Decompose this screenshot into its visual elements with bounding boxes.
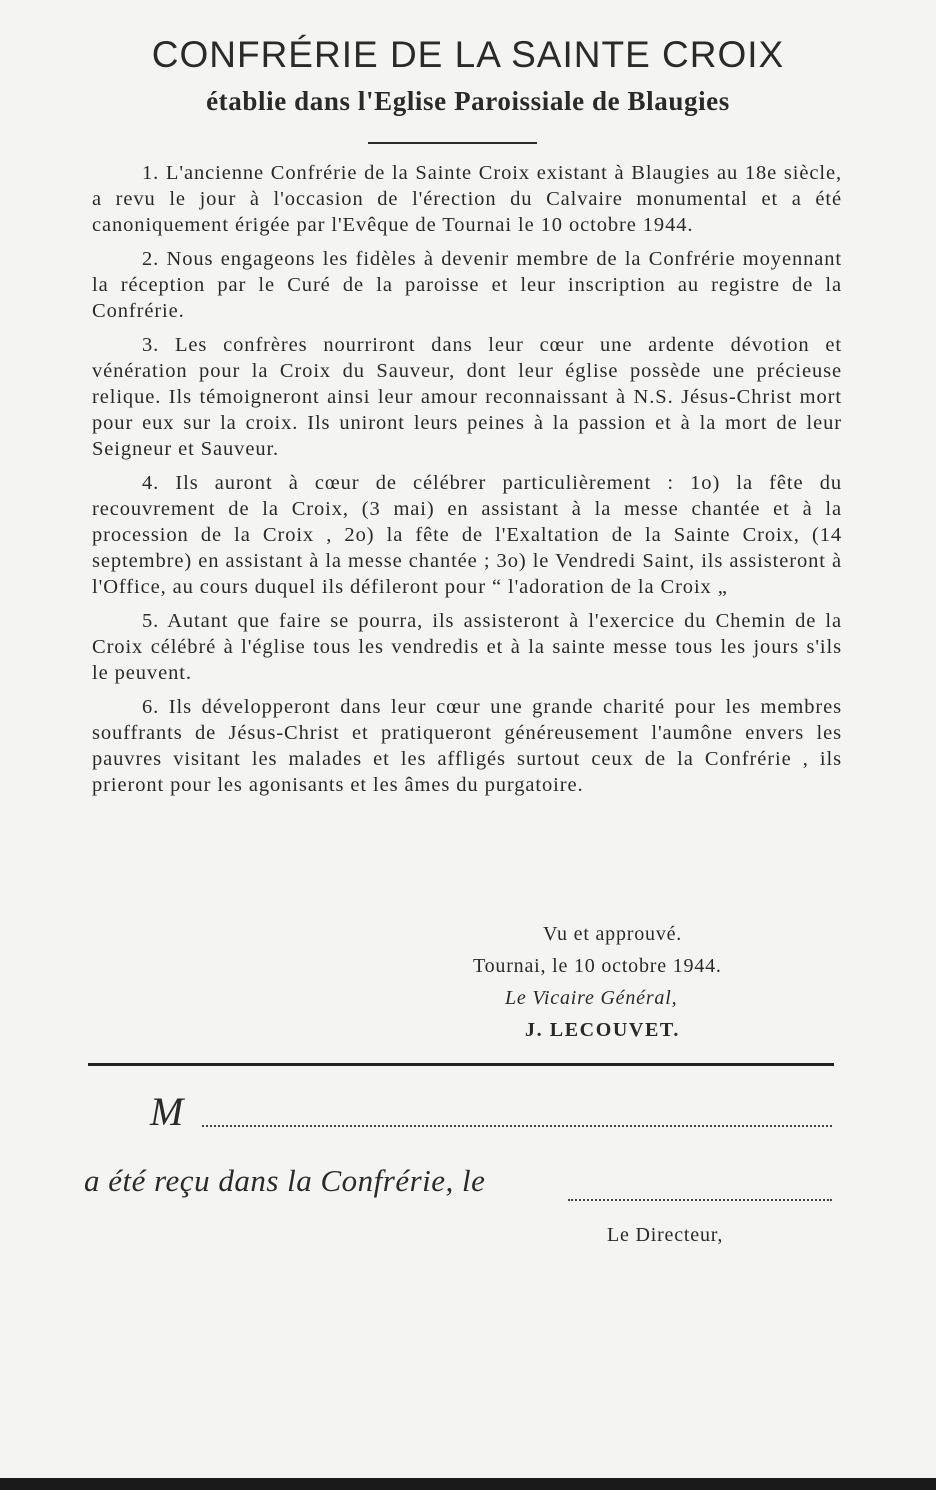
article-6: 6. Ils développeront dans leur cœur une grande charité pour les membres souffrants de Jésus-Christ et pratiqueront généreusement l'aumône envers les pauvres visitant les malades et les affligés surtout ceux de la Confrérie , ils prieront pour les agonisants et les âmes du purgatoire. — [92, 696, 842, 796]
approval-signatory: J. LECOUVET. — [525, 1019, 680, 1041]
scan-bottom-edge — [0, 1478, 936, 1490]
articles-section — [92, 160, 842, 806]
article-2: 2. Nous engageons les fidèles à devenir membre de la Confrérie moyennant la réception par le Curé de la paroisse et leur inscription au registre de la Confrérie. — [92, 248, 842, 322]
article-3: 3. Les confrères nourriront dans leur cœur une ardente dévotion et vénération pour la Croix du Sauveur, dont leur église possède une précieuse relique. Ils témoigneront ainsi leur amour reconnaissant à N.S. Jésus-Christ mort pour eux sur la croix. Ils uniront leurs peines à la passion et à la mort de leur Seigneur et Sauveur. — [92, 334, 842, 460]
article-5: 5. Autant que faire se pourra, ils assisteront à l'exercice du Chemin de la Croix célébré à l'église tous les vendredis et à la sainte messe tous les jours s'ils le peuvent. — [92, 610, 842, 684]
document-title: CONFRÉRIE DE LA SAINTE CROIX — [151, 34, 785, 75]
reception-date-field — [568, 1199, 832, 1201]
received-statement: a été reçu dans la Confrérie, le — [84, 1163, 486, 1198]
article-4: 4. Ils auront à cœur de célébrer particulièrement : 1o) la fête du recouvrement de la Croix, (3 mai) en assistant à la messe chantée et à la procession de la Croix , 2o) la fête de l'Exaltation de la Sainte Croix, (14 septembre) en assistant à la messe chantée ; 3o) le Vendredi Saint, ils assisteront à l'Office, au cours duquel ils défileront pour “ l'adoration de la Croix „ — [92, 472, 842, 598]
member-name-field — [202, 1125, 832, 1127]
article-1: 1. L'ancienne Confrérie de la Sainte Croix existant à Blaugies au 18e siècle, a revu le jour à l'occasion de l'érection du Calvaire monumental et a été canoniquement érigée par l'Evêque de Tournai le 10 octobre 1944. — [92, 162, 842, 236]
approval-block — [470, 918, 810, 1046]
approval-place-date: Tournai, le 10 octobre 1944. — [473, 955, 722, 977]
section-divider — [88, 1063, 834, 1066]
member-name-prefix: M — [150, 1089, 184, 1134]
approval-statement: Vu et approuvé. — [543, 923, 683, 945]
director-signature-label: Le Directeur, — [607, 1224, 724, 1246]
title-divider — [368, 142, 537, 144]
document-subtitle: établie dans l'Eglise Paroissiale de Blaugies — [206, 86, 730, 116]
approval-role: Le Vicaire Général, — [505, 987, 678, 1009]
